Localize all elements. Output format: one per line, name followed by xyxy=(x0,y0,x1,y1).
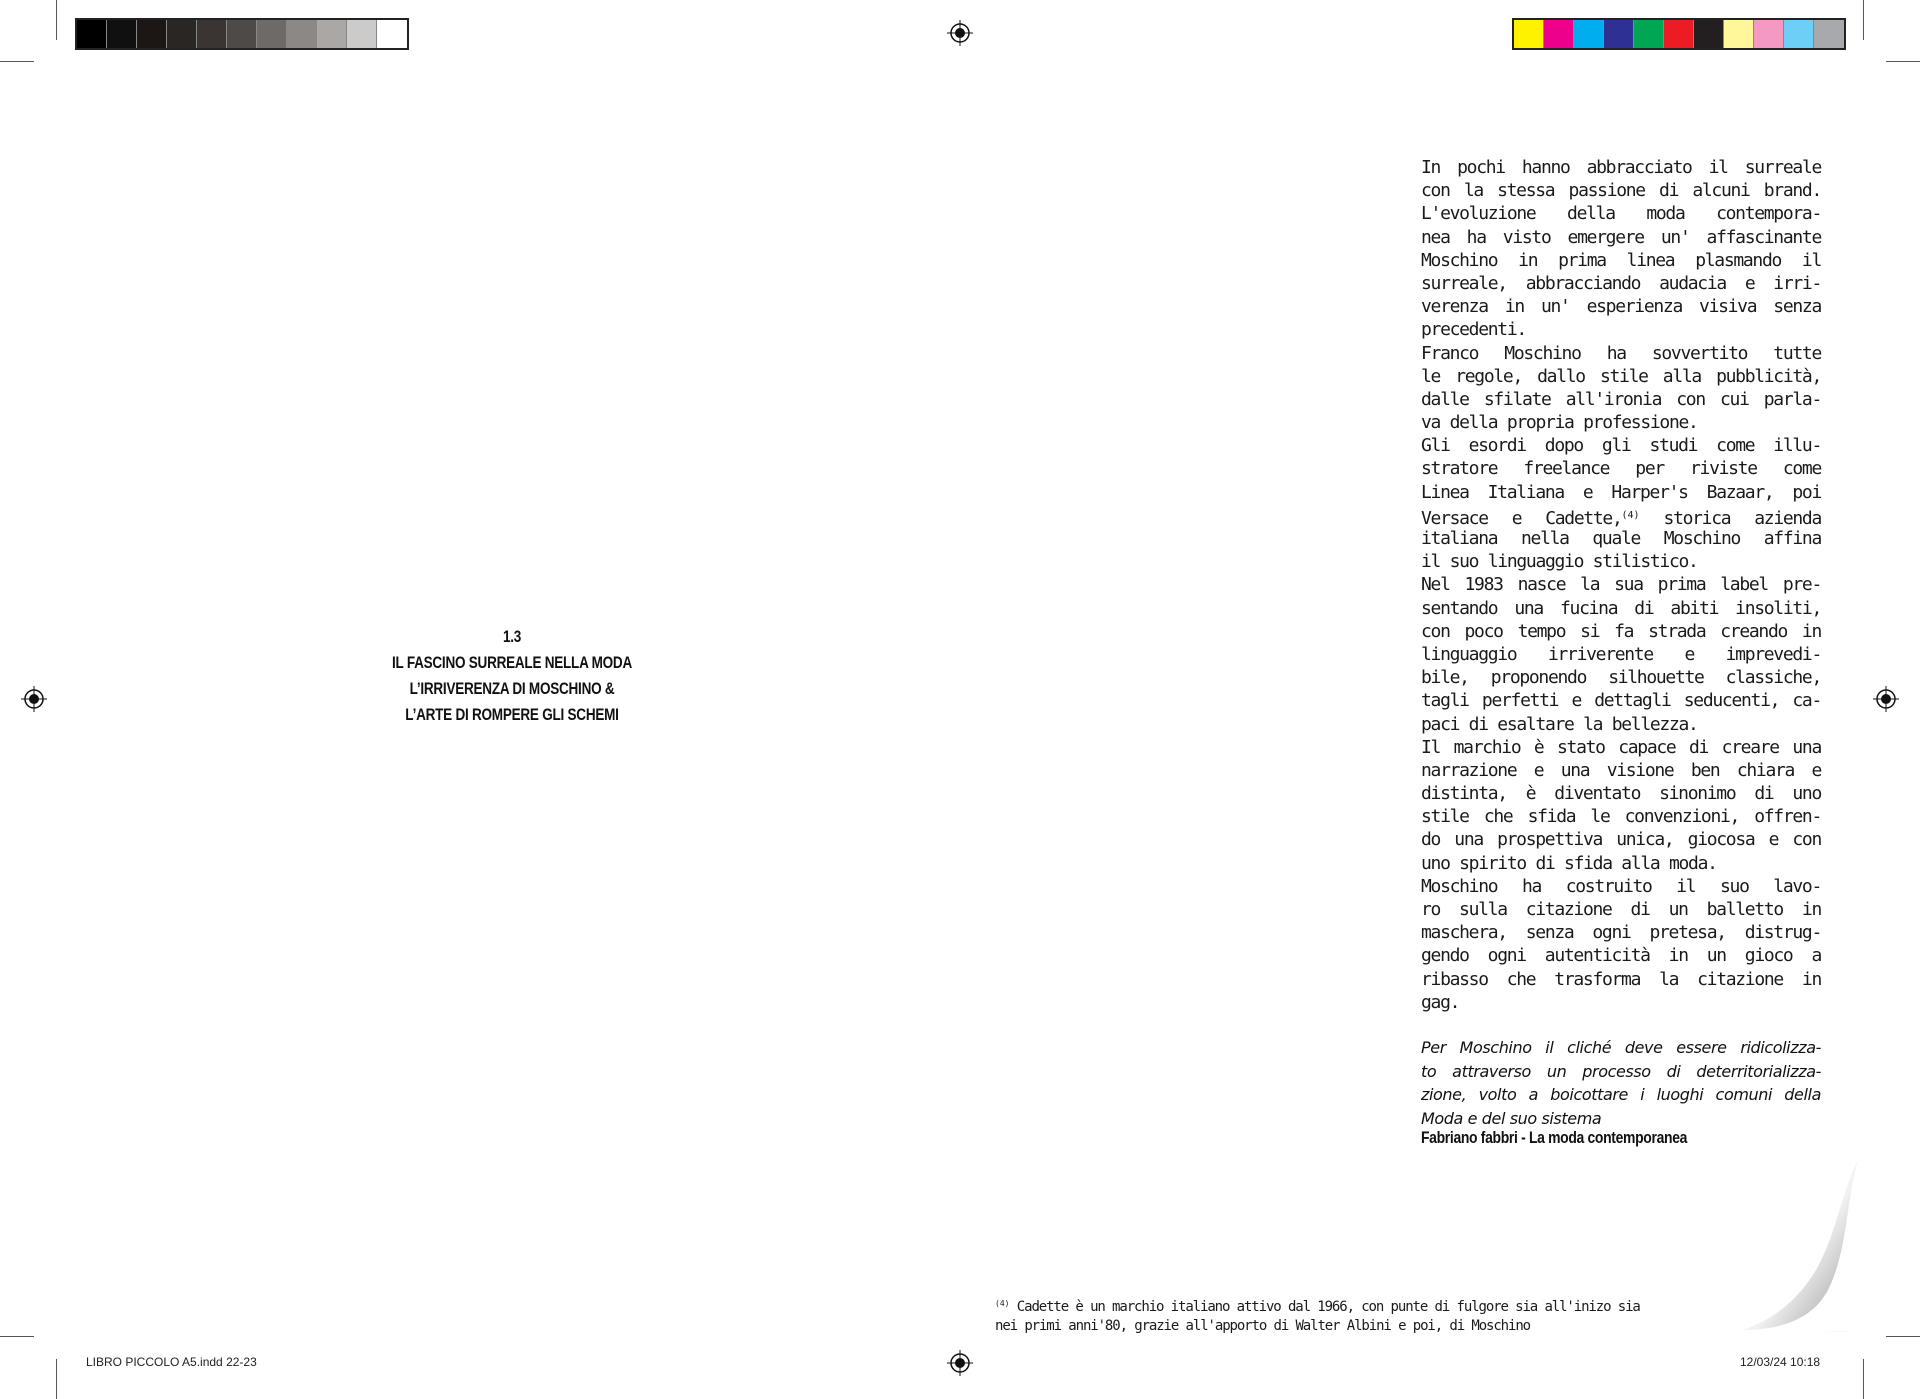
color-swatch xyxy=(77,20,107,48)
body-line: L'evoluzione della moda contempora- xyxy=(1421,203,1821,225)
body-line: In pochi hanno abbracciato il surreale xyxy=(1421,157,1821,178)
registration-mark-icon xyxy=(1873,686,1899,712)
body-line: tagli perfetti e dettagli seducenti, ca- xyxy=(1421,690,1821,712)
footnote xyxy=(995,1294,1695,1336)
slug-filename: LIBRO PICCOLO A5.indd 22-23 xyxy=(86,1355,257,1369)
body-line: paci di esaltare la bellezza. xyxy=(1421,713,1698,735)
crop-mark xyxy=(1863,1359,1864,1399)
color-swatch xyxy=(1634,20,1664,48)
chapter-title-line: IL FASCINO SURREALE NELLA MODA xyxy=(392,654,632,672)
body-line: con poco tempo si fa strada creando in xyxy=(1421,620,1821,642)
body-line: le regole, dallo stile alla pubblicità, xyxy=(1421,365,1821,387)
grayscale-color-bar xyxy=(75,18,409,50)
body-line: surreale, abbracciando audacia e irri- xyxy=(1421,272,1821,294)
color-swatch xyxy=(1754,20,1784,48)
body-line: Il marchio è stato capace di creare una xyxy=(1421,736,1821,758)
color-swatch xyxy=(1784,20,1814,48)
footnote-line: $^{(4)}$ Cadette è un marchio italiano attivo dal 1966, con punte di fulgore sia all'inizo sia xyxy=(995,1299,1640,1315)
body-line: Franco Moschino ha sovvertito tutte xyxy=(1421,342,1821,364)
body-line: Moschino ha costruito il suo lavo- xyxy=(1421,875,1821,897)
color-swatch xyxy=(347,20,377,48)
body-line: linguaggio irriverente e imprevedi- xyxy=(1421,643,1821,665)
registration-mark-icon xyxy=(947,1350,973,1376)
slug-timestamp: 12/03/24 10:18 xyxy=(1740,1355,1821,1369)
body-line: italiana nella quale Moschino affina xyxy=(1421,528,1821,549)
process-color-bar xyxy=(1512,18,1846,50)
crop-mark xyxy=(0,1336,34,1337)
color-swatch xyxy=(257,20,287,48)
color-swatch xyxy=(1694,20,1724,48)
body-line: gendo ogni autenticità in un gioco a xyxy=(1421,945,1821,967)
quote-line: Per Moschino il cliché deve essere ridicolizza- xyxy=(1421,1038,1821,1057)
body-line: verenza in un' esperienza visiva senza xyxy=(1421,296,1821,318)
color-swatch xyxy=(317,20,347,48)
color-swatch xyxy=(1544,20,1574,48)
body-line: precedenti. xyxy=(1421,319,1526,341)
body-line: Linea Italiana e Harper's Bazaar, poi xyxy=(1421,481,1821,503)
color-swatch xyxy=(197,20,227,48)
body-line: Gli esordi dopo gli studi come illu- xyxy=(1421,435,1821,457)
registration-mark-icon xyxy=(947,20,973,46)
color-swatch xyxy=(1574,20,1604,48)
footnote-reference: (4) xyxy=(1621,509,1640,521)
body-line: Moschino in prima linea plasmando il xyxy=(1421,249,1821,271)
body-line: uno spirito di sfida alla moda. xyxy=(1421,852,1717,874)
page-curl-icon xyxy=(1738,1160,1858,1335)
color-swatch xyxy=(107,20,137,48)
body-line: il suo linguaggio stilistico. xyxy=(1421,551,1698,573)
body-line: nea ha visto emergere un' affascinante xyxy=(1421,226,1821,248)
body-line: dalle sfilate all'ironia con cui parla- xyxy=(1421,388,1821,410)
crop-mark xyxy=(1886,1336,1920,1337)
chapter-title-line: L’IRRIVERENZA DI MOSCHINO & xyxy=(409,680,615,698)
color-swatch xyxy=(1724,20,1754,48)
color-swatch xyxy=(227,20,257,48)
body-line: Nel 1983 nasce la sua prima label pre- xyxy=(1421,574,1821,596)
quote-line: Moda e del suo sistema xyxy=(1421,1108,1602,1128)
registration-mark-icon xyxy=(21,686,47,712)
chapter-title-line: L’ARTE DI ROMPERE GLI SCHEMI xyxy=(405,706,619,724)
body-line: sentando una fucina di abiti insoliti, xyxy=(1421,597,1821,619)
body-text xyxy=(1421,156,1821,1014)
body-line: distinta, è diventato sinonimo di uno xyxy=(1421,783,1821,805)
footnote-line: nei primi anni'80, grazie all'apporto di Walter Albini e poi, di Moschino xyxy=(995,1318,1530,1334)
quote-author: Fabriano fabbri - La moda contemporanea xyxy=(1421,1128,1688,1147)
crop-mark xyxy=(1863,0,1864,40)
body-line: ribasso che trasforma la citazione in xyxy=(1421,968,1821,990)
crop-mark xyxy=(0,61,34,62)
body-line: maschera, senza ogni pretesa, distrug- xyxy=(1421,922,1821,944)
quote-block xyxy=(1421,1036,1821,1130)
color-swatch xyxy=(1814,20,1844,48)
color-swatch xyxy=(287,20,317,48)
footnote-marker: (4) xyxy=(995,1299,1010,1308)
color-swatch xyxy=(377,20,407,48)
chapter-heading xyxy=(363,624,661,728)
color-swatch xyxy=(1604,20,1634,48)
body-line: stratore freelance per riviste come xyxy=(1421,458,1821,480)
body-line: con la stessa passione di alcuni brand. xyxy=(1421,180,1821,202)
body-line: Versace e Cadette,$^{(4)}$ storica azienda xyxy=(1421,507,1822,529)
body-line: do una prospettiva unica, giocosa e con xyxy=(1421,829,1821,851)
body-line: ro sulla citazione di un balletto in xyxy=(1421,899,1821,920)
quote-line: zione, volto a boicottare i luoghi comuni della xyxy=(1421,1085,1821,1104)
body-line: va della propria professione. xyxy=(1421,412,1698,434)
color-swatch xyxy=(137,20,167,48)
crop-mark xyxy=(1886,61,1920,62)
crop-mark xyxy=(56,1359,57,1399)
body-line: stile che sfida le convenzioni, offren- xyxy=(1421,806,1821,828)
crop-mark xyxy=(56,0,57,40)
body-line: bile, proponendo silhouette classiche, xyxy=(1421,667,1821,689)
color-swatch xyxy=(1514,20,1544,48)
body-line: gag. xyxy=(1421,991,1460,1013)
quote-line: to attraverso un processo di deterritorializza- xyxy=(1421,1061,1821,1081)
chapter-number: 1.3 xyxy=(502,628,522,646)
color-swatch xyxy=(167,20,197,48)
color-swatch xyxy=(1664,20,1694,48)
body-line: narrazione e una visione ben chiara e xyxy=(1421,759,1821,781)
